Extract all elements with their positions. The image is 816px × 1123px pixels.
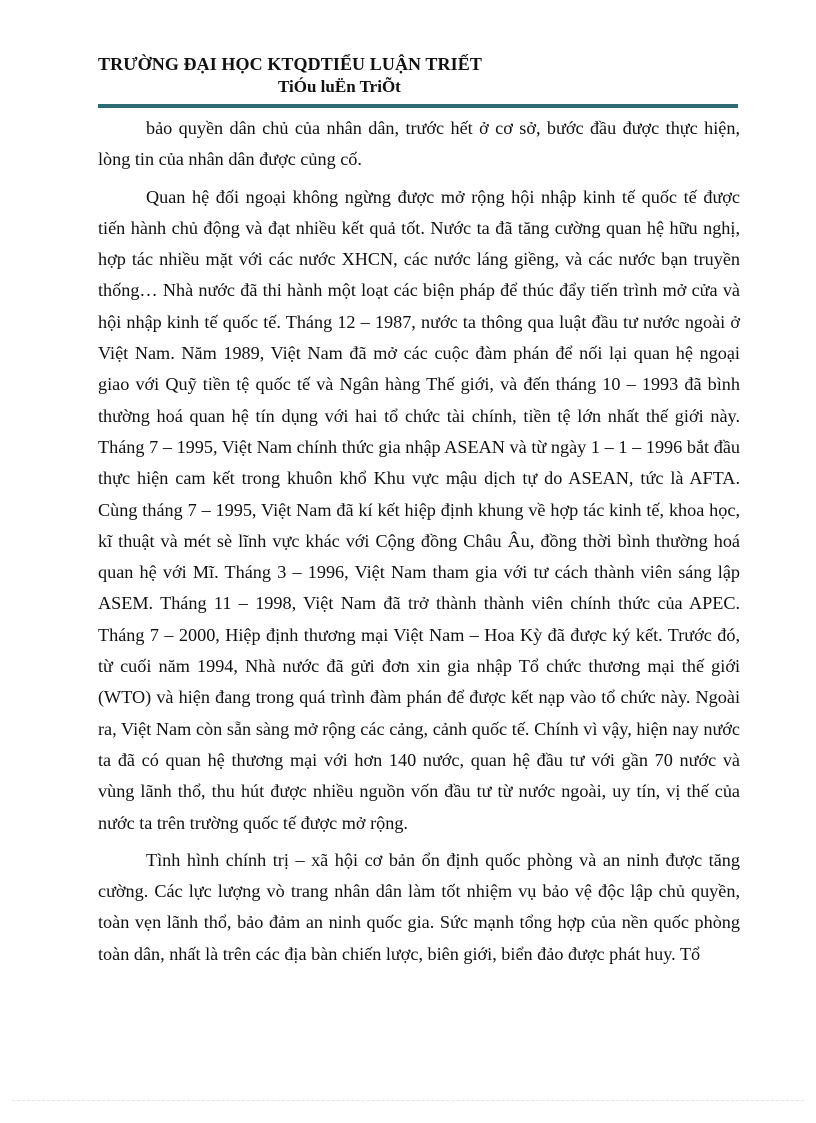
header-title: TRƯỜNG ĐẠI HỌC KTQDTIỂU LUẬN TRIẾT	[98, 54, 482, 74]
page-bottom-divider	[12, 1100, 804, 1101]
document-body	[98, 113, 740, 976]
page-header	[98, 52, 738, 98]
header-divider	[98, 104, 738, 108]
paragraph-continued: bảo quyền dân chủ của nhân dân, trước hết ở cơ sở, bước đầu được thực hiện, lòng tin của nhân dân được củng cố.	[98, 118, 740, 170]
paragraph-politics-security: Tình hình chính trị – xã hội cơ bản ổn định quốc phòng và an ninh được tăng cường. Các lực lượng vò trang nhân dân làm tốt nhiệm vụ bảo vệ độc lập chủ quyền, toàn vẹn lãnh thổ, bảo đảm an ninh quốc gia. Sức mạnh tổng hợp của nền quốc phòng toàn dân, nhất là trên các địa bàn chiến lược, biên giới, biển đảo được phát huy. Tổ	[98, 849, 740, 964]
header-subtitle: TiÓu luËn TriÕt	[278, 77, 401, 96]
paragraph-foreign-relations: Quan hệ đối ngoại không ngừng được mở rộng hội nhập kinh tế quốc tế được tiến hành chủ động và đạt nhiều kết quả tốt. Nước ta đã tăng cường quan hệ hữu nghị, hợp tác nhiều mặt với các nước XHCN, các nước láng giềng, và các nước bạn truyền thống… Nhà nước đã thi hành một loạt các biện pháp để thúc đẩy tiến trình mở cửa và hội nhập kinh tế quốc tế. Tháng 12 – 1987, nước ta thông qua luật đầu tư nước ngoài ở Việt Nam. Năm 1989, Việt Nam đã mở các cuộc đàm phán để nối lại quan hệ ngoại giao với Quỹ tiền tệ quốc tế và Ngân hàng Thế giới, và đến tháng 10 – 1993 đã bình thường hoá quan hệ tín dụng với hai tổ chức tài chính, tiền tệ lớn nhất thế giới này. Tháng 7 – 1995, Việt Nam chính thức gia nhập ASEAN và từ ngày 1 – 1 – 1996 bắt đầu thực hiện cam kết trong khuôn khổ Khu vực mậu dịch tự do ASEAN, tức là AFTA. Cùng tháng 7 – 1995, Việt Nam đã kí kết hiệp định khung về hợp tác kinh tế, khoa học, kĩ thuật và mét sè lĩnh vực khác với Cộng đồng Châu Âu, đồng thời bình thường hoá quan hệ với Mĩ. Tháng 3 – 1996, Việt Nam tham gia với tư cách thành viên sáng lập ASEM. Tháng 11 – 1998, Việt Nam đã trở thành thành viên chính thức của APEC. Tháng 7 – 2000, Hiệp định thương mại Việt Nam – Hoa Kỳ đã được ký kết. Trước đó, từ cuối năm 1994, Nhà nước đã gửi đơn xin gia nhập Tổ chức thương mại thế giới (WTO) và hiện đang trong quá trình đàm phán để được kết nạp vào tổ chức này. Ngoài ra, Việt Nam còn sẵn sàng mở rộng các cảng, cảnh quốc tế. Chính vì vậy, hiện nay nước ta đã có quan hệ thương mại với hơn 140 nước, quan hệ đầu tư với gần 70 nước và vùng lãnh thổ, thu hút được nhiều nguồn vốn đầu tư từ nước ngoài, uy tín, vị thế của nước ta trên trường quốc tế được mở rộng.	[98, 186, 740, 833]
